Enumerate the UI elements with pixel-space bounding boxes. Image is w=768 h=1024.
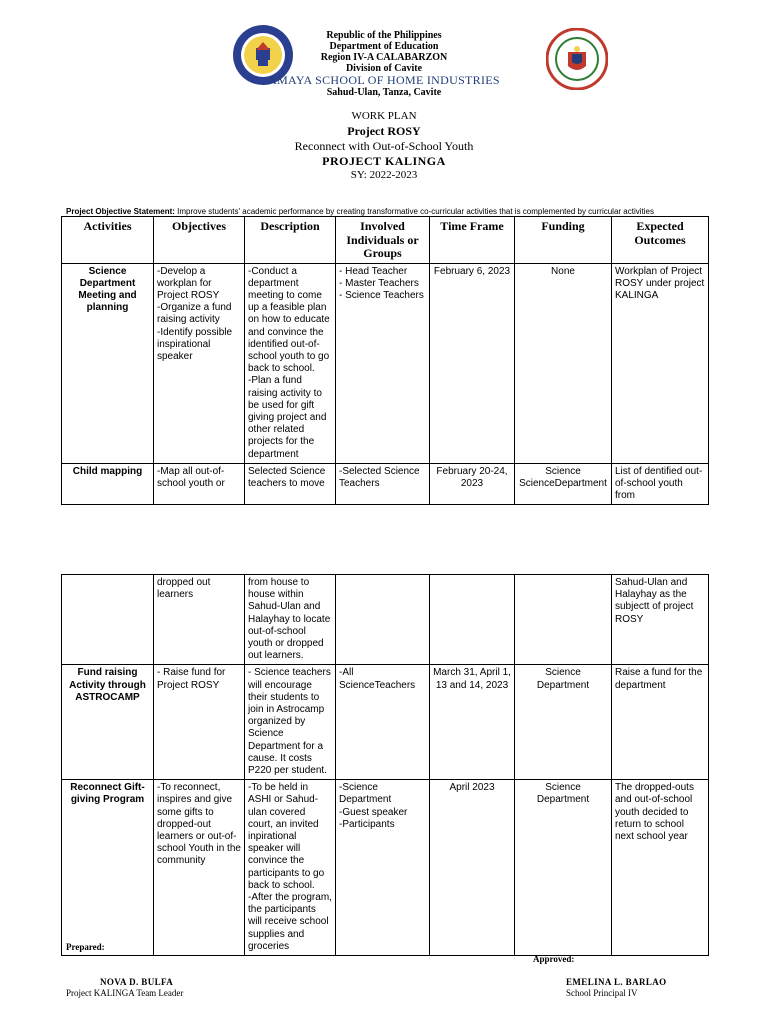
cell-time-frame: February 6, 2023 [430, 263, 515, 463]
cell-activity: Fund raising Activity through ASTROCAMP [62, 665, 154, 780]
cell-activity: Child mapping [62, 463, 154, 505]
cell-involved: -Selected Science Teachers [336, 463, 430, 505]
work-plan-title: WORK PLAN [351, 110, 417, 122]
school-address: Sahud-Ulan, Tanza, Cavite [326, 87, 442, 98]
table-row [62, 263, 709, 463]
project-objective-statement [66, 207, 654, 216]
table-row [62, 665, 709, 780]
cell-involved [336, 575, 430, 665]
cell-activity: Reconnect Gift-giving Program [62, 780, 154, 956]
header-department: Department of Education [329, 41, 439, 52]
prepared-name: NOVA D. BULFA [100, 977, 174, 987]
cell-time-frame [430, 575, 515, 665]
work-plan-table [61, 216, 709, 505]
cell-outcomes: List of dentified out-of-school youth from [612, 463, 709, 505]
cell-objectives: -Develop a workplan for Project ROSY -Organize a fund raising activity -Identify possible inspirational speaker [154, 263, 245, 463]
header-activities: Activities [62, 217, 154, 264]
reconnect-subtitle: Reconnect with Out-of-School Youth [294, 139, 474, 153]
cell-involved: -Science Department -Guest speaker -Participants [336, 780, 430, 956]
approved-name: EMELINA L. BARLAO [566, 977, 667, 987]
cell-funding: None [515, 263, 612, 463]
prepared-role: Project KALINGA Team Leader [66, 988, 184, 998]
cell-outcomes: Workplan of Project ROSY under project KALINGA [612, 263, 709, 463]
header-outcomes: Expected Outcomes [612, 217, 709, 264]
cell-involved: -All ScienceTeachers [336, 665, 430, 780]
header-involved: Involved Individuals or Groups [336, 217, 430, 264]
cell-time-frame: March 31, April 1, 13 and 14, 2023 [430, 665, 515, 780]
cell-objectives: -To reconnect, inspires and give some gifts to dropped-out learners or out-of-school Youth in the community [154, 780, 245, 956]
cell-funding: Science Department [515, 780, 612, 956]
approved-label: Approved: [533, 954, 575, 964]
header-description: Description [245, 217, 336, 264]
cell-funding: Science ScienceDepartment [515, 463, 612, 505]
cell-time-frame: February 20-24, 2023 [430, 463, 515, 505]
cell-description: - Science teachers will encourage their students to join in Astrocamp organized by Science Department for a cause. It costs P220 per student. [245, 665, 336, 780]
table-header-row [62, 217, 709, 264]
cell-objectives: - Raise fund for Project ROSY [154, 665, 245, 780]
cell-time-frame: April 2023 [430, 780, 515, 956]
prepared-label: Prepared: [66, 942, 105, 952]
project-rosy-title: Project ROSY [347, 124, 421, 138]
cell-description: -To be held in ASHI or Sahud-ulan covered court, an invited inpirational speaker will convince the participants to go back to school. -After the program, the participants will receive school supplies and groceries [245, 780, 336, 956]
cell-funding: Science Department [515, 665, 612, 780]
cell-outcomes: Raise a fund for the department [612, 665, 709, 780]
header-republic: Republic of the Philippines [326, 30, 442, 41]
table-row [62, 780, 709, 956]
cell-description: from house to house within Sahud-Ulan and Halayhay to locate out-of-school youth or dropped out learners. [245, 575, 336, 665]
cell-funding [515, 575, 612, 665]
table-row [62, 463, 709, 505]
school-name: AMAYA SCHOOL OF HOME INDUSTRIES [268, 73, 500, 87]
cell-description: Selected Science teachers to move [245, 463, 336, 505]
cell-outcomes: The dropped-outs and out-of-school youth decided to return to school next school year [612, 780, 709, 956]
header-funding: Funding [515, 217, 612, 264]
cell-involved: - Head Teacher - Master Teachers - Science Teachers [336, 263, 430, 463]
work-plan-table-continued [61, 574, 709, 956]
header-division: Division of Cavite [345, 63, 423, 74]
cell-description: -Conduct a department meeting to come up a feasible plan on how to educate and convince the identified out-of-school youth to go back to school. -Plan a fund raising activity to be used for gift giving project and other related projects for the department [245, 263, 336, 463]
objective-label: Project Objective Statement: [66, 207, 175, 216]
header-time-frame: Time Frame [430, 217, 515, 264]
cell-objectives: -Map all out-of-school youth or [154, 463, 245, 505]
cell-activity [62, 575, 154, 665]
approved-role: School Principal IV [566, 988, 638, 998]
header-region: Region IV-A CALABARZON [320, 52, 448, 63]
objective-text: Improve students' academic performance by creating transformative co-curricular activities that is complemented by curricular activities [174, 207, 654, 216]
header-objectives: Objectives [154, 217, 245, 264]
cell-objectives: dropped out learners [154, 575, 245, 665]
cell-activity: Science Department Meeting and planning [62, 263, 154, 463]
table-row [62, 575, 709, 665]
school-year: SY: 2022-2023 [350, 169, 418, 181]
project-kalinga-title: PROJECT KALINGA [322, 154, 446, 168]
cell-outcomes: Sahud-Ulan and Halayhay as the subjectt of project ROSY [612, 575, 709, 665]
